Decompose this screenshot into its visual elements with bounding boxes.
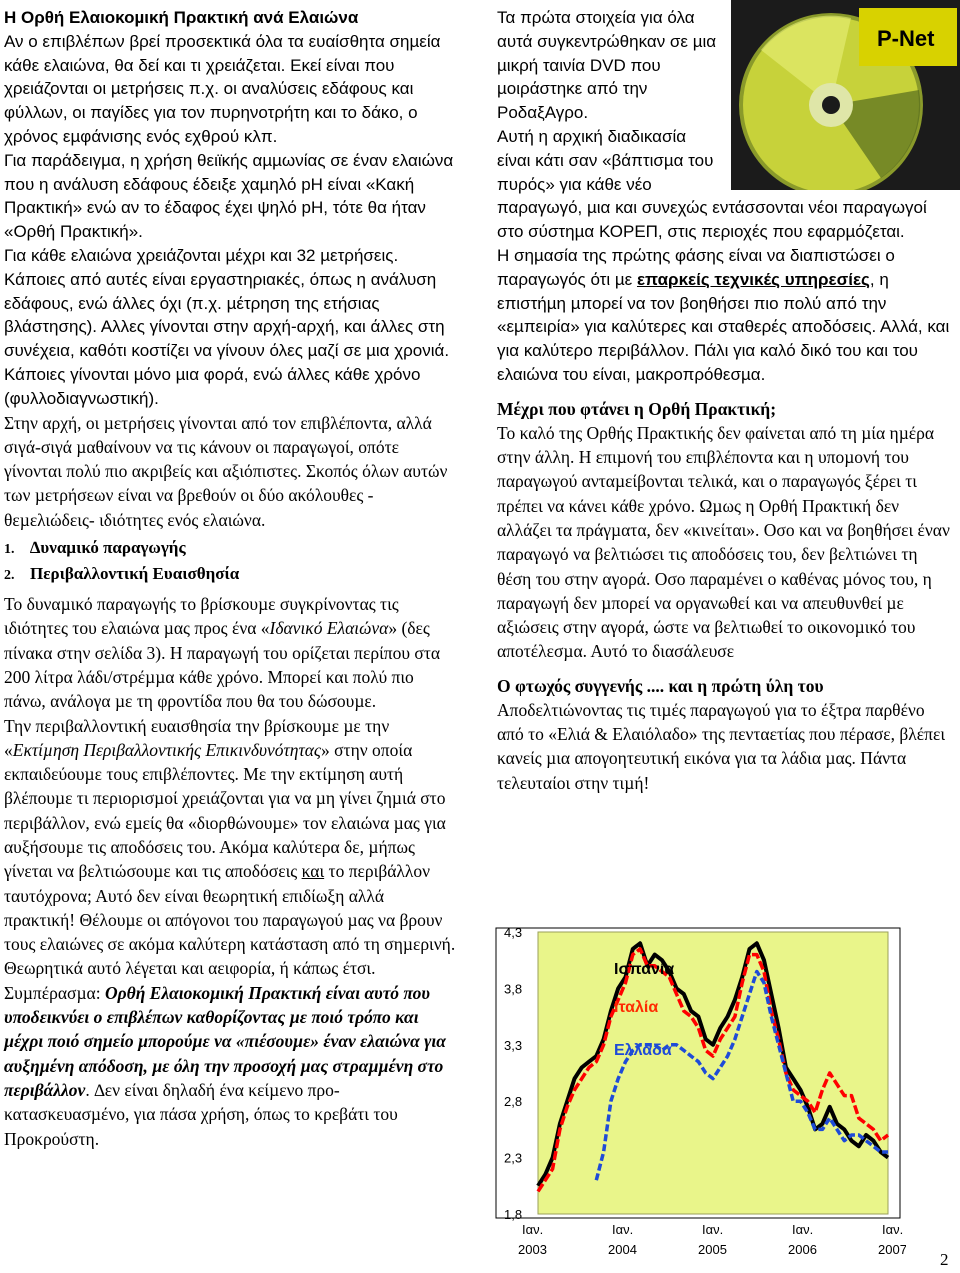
legend-label: Ιταλία xyxy=(614,999,659,1016)
y-tick-label: 1,8 xyxy=(504,1207,523,1222)
env-text-b: » στην οποία εκπαιδεύουµε τους επιβλέποντες. Με την εκτίµηση αυτή βλέπουµε τι περιορισµοί χρειάζονται για να µη γίνει ζηµιά στο περιβάλλον, ενώ εµείς θα «διορθώνουµε» τον ελαιώνα µας για αυξήσουµε τις αποδόσεις του. Ακόµα καλύτερα δε, µήπως γίνεται να βελτιώσουµε και τις αποδόσεις xyxy=(4,739,446,882)
conclusion-paragraph xyxy=(4,981,459,1151)
list-item xyxy=(4,562,459,588)
x-tick-month: Ιαν. xyxy=(612,1222,634,1237)
x-tick-year: 2006 xyxy=(788,1242,817,1257)
measurements-paragraph: Για κάθε ελαιώνα χρειάζονται µέχρι και 32 µετρήσεις. Κάποιες από αυτές είναι εργαστηριακές, όπως η ανάλυση εδάφους, ενώ άλλες όχι (π.χ. µέτρηση της ετήσιας βλάστησης). Αλλες γίνονται στην αρχή-αρχή, και άλλες στη συνέχεια, καθότι κοστίζει να γίνουν όλες µαζί σε µια χρονιά. Κάποιες γίνονται µόνο µια φορά, ενώ άλλες κάθε χρόνο (φυλλοδιαγνωστική). xyxy=(4,245,450,408)
y-tick-label: 2,3 xyxy=(504,1150,523,1166)
x-tick-month: Ιαν. xyxy=(522,1222,544,1237)
y-tick-label: 3,8 xyxy=(504,981,523,997)
intro-paragraph: Αν ο επιβλέπων βρεί προσεκτικά όλα τα ευαίσθητα σηµεία κάθε ελαιώνα, θα δεί και τι χρειάζεται. Εκεί είναι που χρειάζονται οι µετρήσεις π.χ. οι αναλύσεις εδάφους και φύλλων, οι παγίδες για τον πυρηνοτρήτη και το δάκο, ο χρόνος εµφάνισης ενός εχθρού κλπ. xyxy=(4,31,441,146)
x-tick-month: Ιαν. xyxy=(792,1222,814,1237)
x-tick-year: 2007 xyxy=(878,1242,906,1257)
reach-paragraph: Το καλό της Ορθής Πρακτικής δεν φαίνεται από τη µία ηµέρα στην άλλη. Η επιµονή του επιβλέποντα και η υποµονή του παραγωγού ανταµείβονται τελικά, και ο παραγωγός ξέρει τι πρέπει να κάνει κάθε χρόνο. Ωµως η Ορθή Πρακτική δεν αλλάζει τα πράγµατα, δεν «κινείται». Οσο και να βοηθήσει έναν παραγωγό να βελτιώσει τις αποδόσεις του, δεν βελτιώνει τη θέση του στην αγορά. Οσο παραµένει ο καθένας µόνος του, η παραγωγή δεν µπορεί να οργανωθεί και να απευθυνθεί µε αξιώσεις στην αγορά, ώστε να βελτιωθεί το οικονοµικό του αποτέλεσµα. Αυτό το διασάλευσε xyxy=(497,422,950,662)
x-tick-year: 2004 xyxy=(608,1242,637,1257)
section-heading-reach: Μέχρι που φτάνει η Ορθή Πρακτική; xyxy=(497,398,777,419)
property-list xyxy=(4,536,459,588)
price-chart-svg xyxy=(486,924,906,1268)
start-paragraph: Στην αρχή, οι µετρήσεις γίνονται από τον επιβλέποντα, αλλά σιγά-σιγά µαθαίνουν να τις κάνουν οι παραγωγοί, οπότε γίνονται πολύ πιο ακριβείς και αξιόπιστες. Σκοπός όλων αυτών των µετρήσεων είναι να βρεθούν οι δύο ακόλουθες - θεµελιώδεις- ιδιότητες ενός ελαιώνα. xyxy=(4,412,448,530)
env-assessment-title: Εκτίµηση Περιβαλλοντικής Επικινδυνότητας xyxy=(12,739,321,760)
x-tick-month: Ιαν. xyxy=(882,1222,904,1237)
x-tick-month: Ιαν. xyxy=(702,1222,724,1237)
list-item xyxy=(4,536,459,562)
importance-text-b: , η επιστήµη µπορεί να τον βοηθήσει πιο πολύ από την «εµπειρία» για καλύτερες και σταθερές αποδόσεις. Αλλά, και για καλύτερο περιβάλλον. Πάλι για καλό δικό του και του ελαιώνα του είναι, µακροπρόθεσµα. xyxy=(497,269,950,384)
list-number: 2. xyxy=(4,568,15,584)
page-number: 2 xyxy=(940,1250,949,1269)
conclusion-emphasis: Ορθή Ελαιοκοµική Πρακτική είναι αυτό που υποδεικνύει ο επιβλέπων καθορίζοντας µε ποιό τρόπο και µέχρι ποιό σηµείο µπορούµε να «πιέσουµε» έναν ελαιώνα για αυξηµένη απόδοση, µε όλη την προσοχή µας στραµµένη στο περιβάλλον xyxy=(4,982,446,1100)
env-underlined-and: και xyxy=(301,861,325,882)
list-number: 1. xyxy=(4,542,15,558)
potential-paragraph xyxy=(4,592,459,713)
list-text: ∆υναµικό παραγωγής xyxy=(30,538,186,558)
price-chart xyxy=(486,924,906,1268)
importance-paragraph xyxy=(497,244,955,387)
technical-services-link[interactable]: επαρκείς τεχνικές υπηρεσίες xyxy=(636,269,870,289)
env-text-a: Την περιβαλλοντική ευαισθησία την βρίσκουµε µε την « xyxy=(4,715,390,760)
conclusion-end: . ∆εν είναι δηλαδή ένα κείµενο προ-κατασκευασµένο, για πάσα χρήση, όπως το κρεβάτι του Προκρούστη. xyxy=(4,1079,398,1149)
conclusion-label: Συµπέρασµα: xyxy=(4,982,105,1003)
ideal-olive-grove: Ιδανικό Ελαιώνα xyxy=(269,618,389,639)
legend-label: Ισπανία xyxy=(614,961,675,978)
importance-text-a: Η σηµασία της πρώτης φάσης είναι να διαπιστώσει ο παραγωγός ότι µε xyxy=(497,245,895,289)
dvd-paragraph: Τα πρώτα στοιχεία για όλα αυτά συγκεντρώθηκαν σε µια µικρή ταινία DVD που µοιράστηκε από την ΡοδαξΑγρο. xyxy=(497,8,717,123)
environment-paragraph xyxy=(4,714,459,981)
env-text-c: το περιβάλλον ταυτόχρονα; Αυτό δεν είναι θεωρητική επιδίωξη αλλά πρακτική! Θέλουµε οι απόγονοι του παραγωγού µας να βρουν τους ελαιώνες σε ακόµα καλύτερη κατάσταση από τη σηµερινή. Θεωρητικά αυτό λέγεται και αειφορία, ή κάπως έτσι. xyxy=(4,861,456,979)
y-tick-label: 3,3 xyxy=(504,1037,523,1053)
x-tick-year: 2003 xyxy=(518,1242,547,1257)
dvd-label: P-Net xyxy=(877,26,935,51)
image-float-space xyxy=(723,6,955,194)
initial-paragraph: Αυτή η αρχική διαδικασία είναι κάτι σαν «βάπτισµα του πυρός» για κάθε νέο παραγωγό, µια και συνεχώς εντάσσονται νέοι παραγωγοί στο σύστηµα ΚΟΡΕΠ, στις περιοχές που εφαρµόζεται. xyxy=(497,126,927,242)
section-heading-poor-relative: Ο φτωχός συγγενής .... και η πρώτη ύλη του xyxy=(497,675,824,696)
list-text: Περιβαλλοντική Ευαισθησία xyxy=(30,564,240,584)
article-title: Η Ορθή Ελαιοκοµική Πρακτική ανά Ελαιώνα xyxy=(4,8,359,27)
right-column xyxy=(497,6,955,795)
left-column xyxy=(4,6,459,1151)
example-paragraph: Για παράδειγµα, η χρήση θειϊκής αµµωνίας σε έναν ελαιώνα που η ανάλυση εδάφους έδειξε χαµηλό pH είναι «Κακή Πρακτική» ενώ αν το έδαφος έχει ψηλό pH, τότε θα ήταν «Ορθή Πρακτική». xyxy=(4,150,454,242)
potential-text-b: » (δες πίνακα στην σελίδα 3). Η παραγωγή του ορίζεται περίπου στα 200 λίτρα λάδι/στρέµµα κάθε χρόνο. Μπορεί και πολύ πιο πάνω, ανάλογα µε τη φροντίδα που θα του δώσουµε. xyxy=(4,618,441,712)
plot-area xyxy=(538,932,888,1214)
x-tick-year: 2005 xyxy=(698,1242,727,1257)
y-tick-label: 2,8 xyxy=(504,1094,523,1110)
y-tick-label: 4,3 xyxy=(504,925,523,940)
poor-relative-paragraph: Αποδελτιώνοντας τις τιµές παραγωγού για το έξτρα παρθένο από το «Ελιά & Ελαιόλαδο» της πενταετίας που πέρασε, βλέπει κανείς µια απογοητευτική εικόνα για τα λάδια µας. Πάντα τελευταίοι στην τιµή! xyxy=(497,699,946,793)
legend-label: Ελλάδα xyxy=(614,1042,672,1059)
potential-text-a: Το δυναµικό παραγωγής το βρίσκουµε συγκρίνοντας τις ιδιότητες του ελαιώνα µας προς ένα « xyxy=(4,594,399,639)
